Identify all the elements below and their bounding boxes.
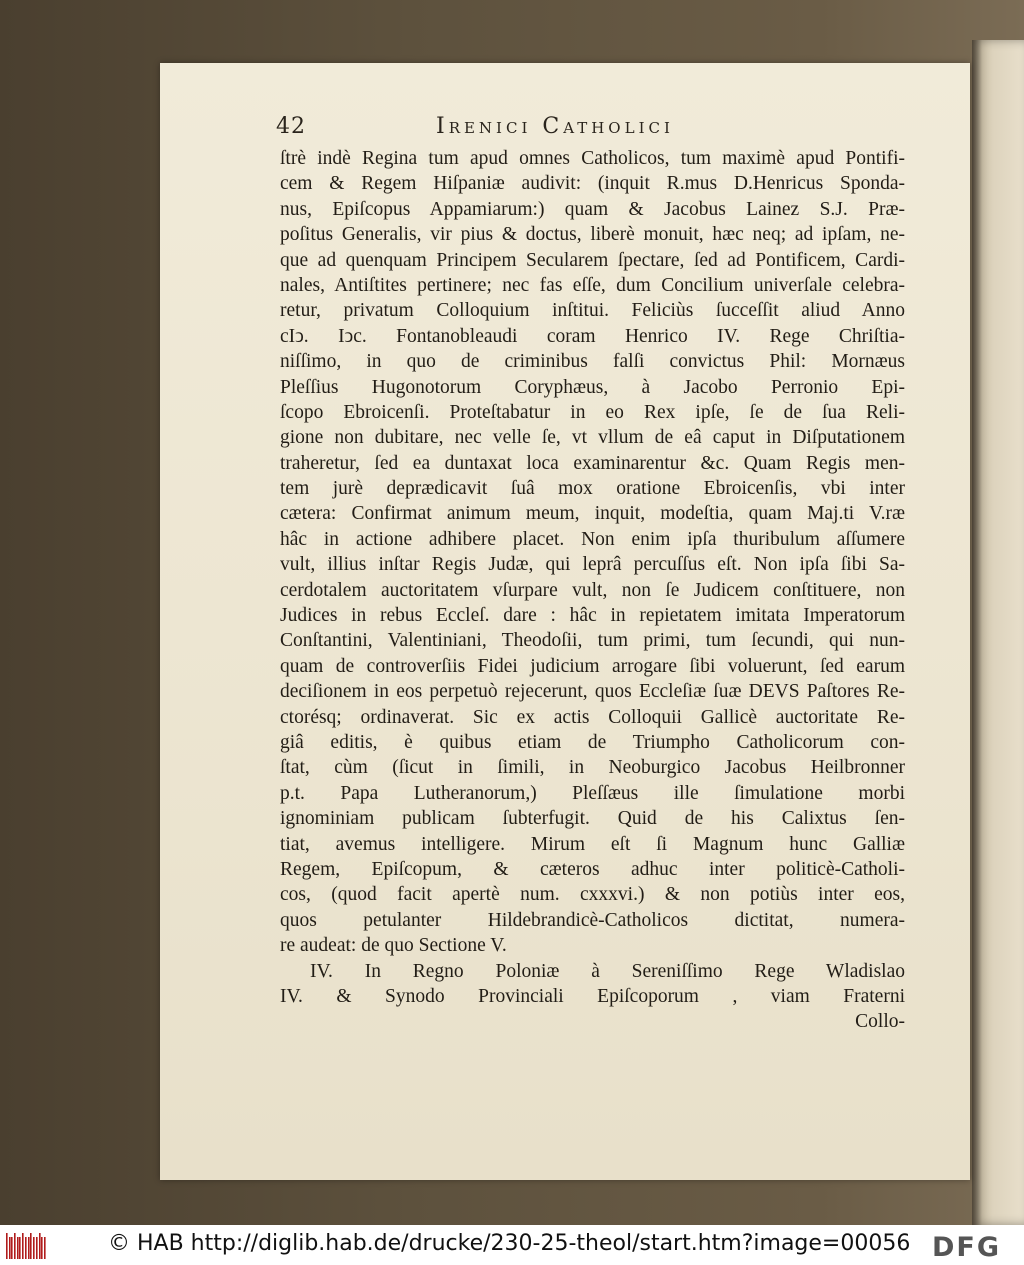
page-number: 42 [276, 114, 306, 139]
text-line: traheretur, ſed ea duntaxat loca examinarentur &c. Quam Regis men- [280, 452, 905, 474]
text-line: tem jurè deprædicavit ſuâ mox oratione Ebroicenſis, vbi inter [280, 478, 905, 500]
text-line: IV. In Regno Poloniæ à Sereniſſimo Rege Wladislao [310, 960, 905, 982]
text-line: IV. & Synodo Provinciali Epiſcoporum , viam Fraterni [280, 985, 905, 1007]
adjacent-page-edge [972, 40, 1024, 1225]
text-line: Collo- [855, 1011, 905, 1033]
text-line: niſſimo, in quo de criminibus falſi convictus Phil: Mornæus [280, 351, 905, 373]
text-line: Pleſſius Hugonotorum Coryphæus, à Jacobo Perronio Epi- [280, 376, 905, 398]
page-text [280, 146, 905, 1035]
text-line: ignominiam publicam ſubterfugit. Quid de his Calixtus ſen- [280, 808, 905, 830]
footer-bar [0, 1225, 1024, 1265]
text-line: giâ editis, è quibus etiam de Triumpho Catholicorum con- [280, 731, 905, 753]
text-line: ctorésq; ordinaverat. Sic ex actis Colloquii Gallicè auctoritate Re- [280, 706, 905, 728]
text-line: tiat, avemus intelligere. Mirum eſt ſi Magnum hunc Galliæ [280, 833, 905, 855]
text-line: Regem, Epiſcopum, & cæteros adhuc inter politicè-Catholi- [280, 858, 905, 880]
text-line: deciſionem in eos perpetuò rejecerunt, quos Eccleſiæ ſuæ DEVS Paſtores Re- [280, 681, 905, 703]
running-head: Irenici Catholici [436, 114, 674, 139]
text-line: Judices in rebus Eccleſ. dare : hâc in repietatem imitata Imperatorum [280, 605, 905, 627]
text-line: poſitus Generalis, vir pius & doctus, liberè monuit, hæc neq; ad ipſam, ne- [280, 224, 905, 246]
text-line: cem & Regem Hiſpaniæ audivit: (inquit R.mus D.Henricus Sponda- [280, 173, 905, 195]
text-line: Conſtantini, Valentiniani, Theodoſii, tum primi, tum ſecundi, qui nun- [280, 630, 905, 652]
footer-copyright-link[interactable]: © HAB http://diglib.hab.de/drucke/230-25-theol/start.htm?image=00056 [108, 1231, 911, 1256]
text-line: quos petulanter Hildebrandicè-Catholicos dictitat, numera- [280, 909, 905, 931]
text-line: cerdotalem auctoritatem vſurpare vult, non ſe Judicem conſtituere, non [280, 579, 905, 601]
dfg-logo-text: DFG [932, 1233, 1002, 1259]
hab-barcode-logo-icon [6, 1233, 48, 1259]
text-line: que ad quenquam Principem Secularem ſpectare, ſed ad Pontificem, Cardi- [280, 249, 905, 271]
text-line: quam de controverſiis Fidei judicium arrogare ſibi voluerunt, ſed earum [280, 655, 905, 677]
text-line: nus, Epiſcopus Appamiarum:) quam & Jacobus Lainez S.J. Præ- [280, 198, 905, 220]
text-line: ſtat, cùm (ſicut in ſimili, in Neoburgico Jacobus Heilbronner [280, 757, 905, 779]
text-line: ſtrè indè Regina tum apud omnes Catholicos, tum maximè apud Pontifi- [280, 148, 905, 169]
text-line: re audeat: de quo Sectione V. [280, 935, 507, 957]
text-line: nales, Antiſtites pertinere; nec fas eſſe, dum Concilium univerſale celebra- [280, 274, 905, 296]
page-header [276, 114, 736, 144]
dfg-logo-icon [930, 1233, 1018, 1259]
text-line: ſcopo Ebroicenſi. Proteſtabatur in eo Rex ipſe, ſe de ſua Reli- [280, 401, 905, 423]
text-line: vult, illius inſtar Regis Judæ, qui leprâ percuſſus eſt. Non ipſa ſibi Sa- [280, 554, 905, 576]
text-line: p.t. Papa Lutheranorum,) Pleſſæus ille ſimulatione morbi [280, 782, 905, 804]
text-line: retur, privatum Colloquium inſtitui. Feliciùs ſucceſſit aliud Anno [280, 300, 905, 322]
text-line: cos, (quod facit apertè num. cxxxvi.) & non potiùs inter eos, [280, 884, 905, 906]
text-line: cIↄ. Iↄc. Fontanobleaudi coram Henrico IV. Rege Chriſtia- [280, 325, 905, 347]
text-line: cætera: Confirmat animum meum, inquit, modeſtia, quam Maj.ti V.ræ [280, 503, 905, 525]
text-line: gione non dubitare, nec velle ſe, vt vllum de eâ caput in Diſputationem [280, 427, 905, 449]
text-line: hâc in actione adhibere placet. Non enim ipſa thuribulum aſſumere [280, 528, 905, 550]
